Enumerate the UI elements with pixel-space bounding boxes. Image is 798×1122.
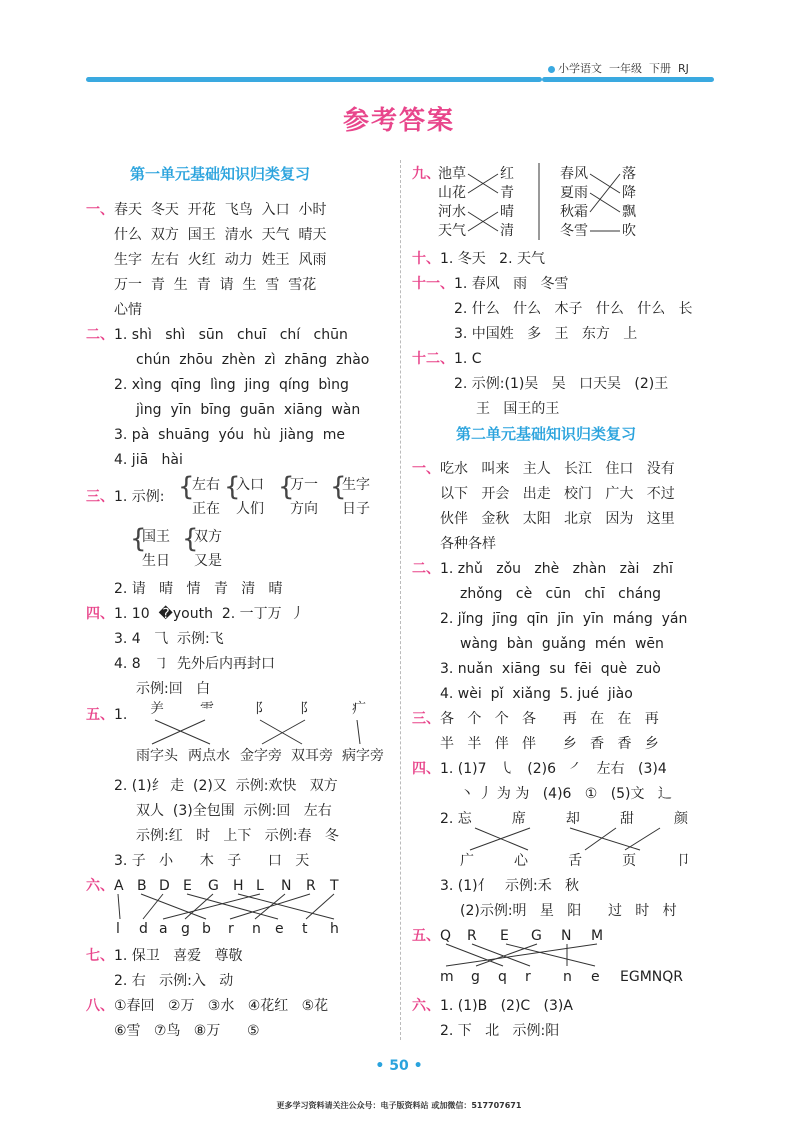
q7-row: 2. 右 示例:入 动 (114, 973, 234, 989)
u2-q2-row: 1. zhǔ zǒu zhè zhàn zài zhī (440, 561, 673, 577)
u2-q4-row: 丶 丿 为 为 (4)6 ① (5)文 辶 (460, 786, 672, 802)
edition-label: RJ (678, 62, 689, 75)
u2-q6-row: 1. (1)B (2)C (3)A (440, 998, 573, 1014)
q3-word: 又是 (194, 553, 222, 569)
u2-q1-row: 以下 开会 出走 校门 广大 不过 (440, 486, 675, 502)
q8-row: ①春回 ②万 ③水 ④花红 ⑤花 (114, 998, 329, 1014)
q4-row: 3. 4 ⺄ 示例:飞 (114, 631, 224, 647)
u2-q2-row: wàng bàn guǎng mén wēn (460, 636, 664, 652)
q6-number: 六、 (86, 878, 114, 894)
u2-q2-row: 2. jǐng jīng qīn jīn yīn máng yán (440, 611, 688, 627)
q5-radical: ⻗ (200, 701, 214, 717)
q7-row: 1. 保卫 喜爱 尊敬 (114, 948, 243, 964)
q5-radical: 阝 (255, 701, 269, 717)
q9-item: 冬雪 (560, 223, 588, 239)
u2-q3-number: 三、 (412, 711, 440, 727)
q3-number: 三、 (86, 489, 114, 505)
q6-lower-letter: n (252, 921, 261, 937)
q11-number: 十一、 (412, 276, 454, 292)
u2-q3-row: 半 半 伴 伴 乡 香 香 乡 (440, 736, 659, 752)
u2-q2-number: 二、 (412, 561, 440, 577)
q6-upper-letter: E (183, 878, 192, 894)
q6-lower-letter: r (228, 921, 234, 937)
q8-row: ⑥雪 ⑦鸟 ⑧万 ⑤ (114, 1023, 260, 1039)
q3-example-label: 1. 示例: (114, 489, 165, 505)
q6-upper-letter: N (281, 878, 292, 894)
u2-q4-row: 1. (1)7 ㇂ (2)6 ㇒ 左右 (3)4 (440, 761, 667, 777)
q9-item: 红 (500, 166, 514, 182)
q1-number: 一、 (86, 202, 114, 218)
q2-row: 1. shì shì sūn chuī chí chūn (114, 327, 348, 343)
q9-item: 秋霜 (560, 204, 588, 220)
q6-lower-letter: l (116, 921, 120, 937)
q2-row: 2. xìng qīng lìng jing qíng bìng (114, 377, 349, 393)
q6-lower-letter: e (275, 921, 284, 937)
u2-q5-upper-letter: R (467, 928, 477, 944)
u2-q5-upper-letter: N (561, 928, 572, 944)
u2-q2-row: zhǒng cè cūn chī cháng (460, 586, 662, 602)
u2-q5-upper-letter: G (531, 928, 542, 944)
q9-item: 河水 (438, 204, 466, 220)
q6-lower-letter: d (139, 921, 148, 937)
q12-row: 王 国王的王 (476, 401, 560, 417)
q6-lower-letter: b (202, 921, 211, 937)
q9-item: 降 (622, 185, 636, 201)
q1-row: 心情 (114, 302, 142, 318)
q6-upper-letter: R (306, 878, 316, 894)
q7-number: 七、 (86, 948, 114, 964)
q12-row: 2. 示例:(1)吴 吴 口天吴 (2)王 (454, 376, 669, 392)
q9-item: 天气 (438, 223, 466, 239)
q6-upper-letter: A (114, 878, 124, 894)
q9-item: 青 (500, 185, 514, 201)
u2-q1-number: 一、 (412, 461, 440, 477)
brace-icon: { (178, 472, 195, 502)
q9-number: 九、 (412, 166, 440, 182)
q2-row: jìng yīn bīng guān xiāng wàn (136, 402, 361, 418)
q2-number: 二、 (86, 327, 114, 343)
q3-word: 双方 (194, 529, 222, 545)
q6-upper-letter: D (159, 878, 170, 894)
q6-lower-letter: a (159, 921, 168, 937)
u2-q4-row: (2)示例:明 星 阳 过 时 村 (460, 903, 677, 919)
q3-word: 万一 (290, 477, 318, 493)
q6-upper-letter: G (208, 878, 219, 894)
u2-q6-number: 六、 (412, 998, 440, 1014)
brace-icon: { (224, 472, 241, 502)
q1-row: 什么 双方 国王 清水 天气 晴天 (114, 227, 327, 243)
u2-q4-row: 2. 忘 席 却 甜 颜 (440, 811, 689, 827)
q1-row: 万一 青 生 青 请 生 雪 雪花 (114, 277, 317, 293)
q3-word: 入口 (236, 477, 264, 493)
q3-word: 生字 (342, 477, 370, 493)
q12-number: 十二、 (412, 351, 454, 367)
q3-word: 国王 (142, 529, 170, 545)
q4-number: 四、 (86, 606, 114, 622)
q3-word: 左右 (192, 477, 220, 493)
q2-row: 3. pà shuāng yóu hù jiàng me (114, 427, 345, 443)
q8-number: 八、 (86, 998, 114, 1014)
q10-row: 1. 冬天 2. 天气 (440, 251, 545, 267)
u2-q5-lower-letter: r (525, 969, 531, 985)
q4-row: 4. 8 ㇆ 先外后内再封口 (114, 656, 275, 672)
q5-radical: ⺶ (150, 701, 164, 717)
q6-upper-letter: H (233, 878, 244, 894)
unit2-heading: 第二单元基础知识归类复习 (456, 425, 637, 443)
q6-lower-letter: h (330, 921, 339, 937)
brace-icon: { (330, 472, 347, 502)
q2-row: 4. jiā hài (114, 452, 183, 468)
q6-lower-letter: t (302, 921, 308, 937)
q6-upper-letter: B (137, 878, 147, 894)
u2-q5-order: EGMNQR (620, 969, 683, 985)
u2-q2-row: 4. wèi pǐ xiǎng 5. jué jiào (440, 686, 633, 702)
q5-label: 金字旁 (240, 748, 282, 764)
u2-q5-lower-letter: q (498, 969, 507, 985)
q5-radical: ⻖ (300, 701, 314, 717)
u2-q6-row: 2. 下 北 示例:阳 (440, 1023, 560, 1039)
q5-row: 2. (1)纟 走 (2)又 示例:欢快 双方 (114, 778, 338, 794)
q5-label: 两点水 (188, 748, 230, 764)
volume-label: 下册 (649, 62, 671, 75)
grade-label: 一年级 (609, 62, 642, 75)
q9-item: 落 (622, 166, 636, 182)
q11-row: 2. 什么 什么 木子 什么 什么 长 (454, 301, 693, 317)
q5-row: 3. 子 小 木 子 口 天 (114, 853, 310, 869)
q9-item: 山花 (438, 185, 466, 201)
brace-icon: { (130, 524, 147, 554)
u2-q5-lower-letter: m (440, 969, 454, 985)
u2-q1-row: 伙伴 金秋 太阳 北京 因为 这里 (440, 511, 675, 527)
q1-row: 春天 冬天 开花 飞鸟 入口 小时 (114, 202, 327, 218)
u2-q4-number: 四、 (412, 761, 440, 777)
q9-item: 飘 (622, 204, 636, 220)
brace-icon: { (278, 472, 295, 502)
q4-row: 1. 10 �youth 2. 一丁万 丿 (114, 606, 305, 622)
unit1-heading: 第一单元基础知识归类复习 (130, 165, 311, 183)
q5-label: 病字旁 (342, 748, 384, 764)
u2-q5-upper-letter: Q (440, 928, 452, 944)
u2-q5-number: 五、 (412, 928, 440, 944)
q5-number: 五、 (86, 707, 114, 723)
u2-q5-lower-letter: g (471, 969, 480, 985)
page-number: • 50 • (375, 1058, 423, 1074)
q3-word: 日子 (342, 501, 370, 517)
q9-item: 晴 (500, 204, 514, 220)
u2-q5-lower-letter: e (591, 969, 600, 985)
u2-q5-upper-letter: E (500, 928, 509, 944)
q5-row-label: 1. (114, 707, 128, 723)
q11-row: 3. 中国姓 多 王 东方 上 (454, 326, 638, 342)
u2-q5-lower-letter: n (563, 969, 572, 985)
page-title: 参考答案 (342, 106, 455, 136)
q9-item: 春风 (560, 166, 588, 182)
q5-radical: 疒 (352, 701, 366, 717)
u2-q4-row: 3. (1)亻 示例:禾 秋 (440, 878, 580, 894)
q3-word: 生日 (142, 553, 170, 569)
brace-icon: { (182, 524, 199, 554)
q3-word: 正在 (192, 501, 220, 517)
q10-number: 十、 (412, 251, 440, 267)
q3-word: 方向 (290, 501, 318, 517)
u2-q1-row: 吃水 叫来 主人 长江 住口 没有 (440, 461, 675, 477)
q9-item: 夏雨 (560, 185, 588, 201)
q6-lower-letter: g (181, 921, 190, 937)
q5-row: 示例:红 时 上下 示例:春 冬 (136, 828, 339, 844)
u2-q3-row: 各 个 个 各 再 在 在 再 (440, 711, 659, 727)
q5-label: 双耳旁 (291, 748, 333, 764)
q11-row: 1. 春风 雨 冬雪 (454, 276, 569, 292)
q1-row: 生字 左右 火红 动力 姓王 风雨 (114, 252, 327, 268)
u2-q5-upper-letter: M (591, 928, 604, 944)
footer-note: 更多学习资料请关注公众号：电子版资料站 或加微信：517707671 (276, 1101, 522, 1110)
q3-row2: 2. 请 晴 情 青 清 晴 (114, 581, 283, 597)
q2-row: chún zhōu zhèn zì zhāng zhào (136, 352, 370, 368)
subject-label: 小学语文 (558, 62, 602, 75)
q12-row: 1. C (454, 351, 482, 367)
q9-item: 吹 (622, 223, 636, 239)
q4-row: 示例:回 白 (136, 681, 211, 697)
q6-upper-letter: L (256, 878, 264, 894)
q9-item: 清 (500, 223, 514, 239)
q3-word: 人们 (236, 501, 264, 517)
q5-row: 双人 (3)全包围 示例:回 左右 (136, 803, 332, 819)
u2-q2-row: 3. nuǎn xiāng su fēi què zuò (440, 661, 661, 677)
u2-q1-row: 各种各样 (440, 536, 496, 552)
q5-label: 雨字头 (136, 748, 178, 764)
q6-upper-letter: T (330, 878, 339, 894)
q9-item: 池草 (438, 166, 466, 182)
u2-q4-row: 广 心 舌 页 卩 (460, 853, 691, 869)
